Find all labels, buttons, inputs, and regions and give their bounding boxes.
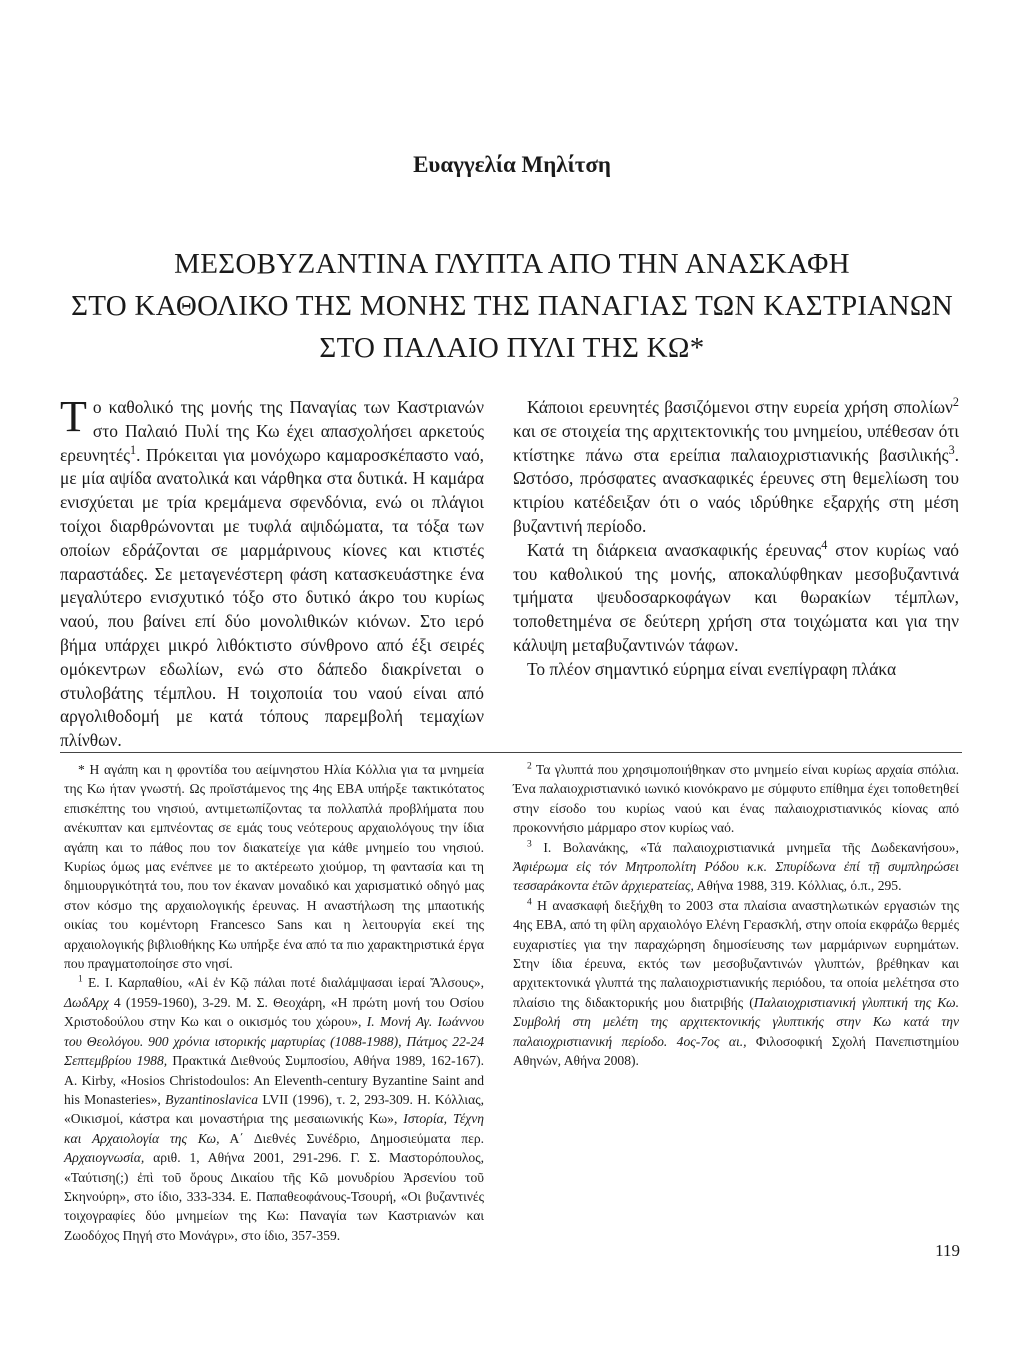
footnote-text: Α΄ Διεθνές Συνέδριο, Δημοσιεύματα περ. [219, 1130, 484, 1146]
footnote-italic: Byzantinoslavica [165, 1091, 259, 1107]
footnote-number: 1 [78, 974, 83, 985]
author-name: Ευαγγελία Μηλίτση [413, 152, 611, 177]
footnote-text: Πρακτικά Διεθνούς Συμποσίου, Αθήνα 1989, 162-167). A. Kirby, «Hosios Christodoulos: An Eleventh-century Byzantine Saint and his Monasteries», [64, 1053, 484, 1107]
footnote-number: 2 [527, 761, 532, 772]
footnote-2 [513, 760, 959, 838]
body-paragraph-2 [513, 396, 959, 539]
footnote-text: Η ανασκαφή διεξήχθη το 2003 στα πλαίσια αναστηλωτικών εργασιών της 4ης ΕΒΑ, από τη φίλη αρχαιολόγο Ελένη Γερασκλή, στην οποία εκφράζω θερμές ευχαριστίες για την παραχώρηση δημοσίευσης των μαρμάρινων ευρημάτων. Στην ίδια έρευνα, εκτός των μεσοβυζαντινών γλυπτών, βρέθηκαν και αρχιτεκτονικά γλυπτά της παλαιοχριστιανικής περιόδου, τα οποία μελέτησα στο πλαίσιο της διδακτορικής μου διατριβής ( [513, 897, 959, 1010]
body-column-right [513, 396, 959, 682]
footnote-number: 3 [527, 839, 532, 850]
footnote-text: 4 (1959-1960), 3-29. Μ. Σ. Θεοχάρη, «Η πρώτη μονή του Οσίου Χριστοδούλου στην Κω και ο οικισμός του χώρου», [64, 994, 484, 1030]
footnote-text: Αθήνα 1988, 319. Κόλλιας, ό.π., 295. [693, 878, 902, 894]
footnote-1 [64, 973, 484, 1245]
footnote-4 [513, 896, 959, 1071]
body-text: ο καθολικό της μονής της Παναγίας των Καστριανών στο Παλαιό Πυλί της Κω έχει απασχολήσει αρκετούς ερευνητές [60, 397, 484, 465]
article-title [60, 243, 964, 369]
footnotes-column-left [64, 760, 484, 1245]
footnote-3 [513, 838, 959, 896]
body-text: . Ωστόσο, πρόσφατες ανασκαφικές έρευνες στη θεμελίωση του κτιρίου κατέδειξαν ότι ο ναός ιδρύθηκε εξαρχής στη μέση βυζαντινή περίοδο. [513, 444, 959, 536]
footnote-ref-2[interactable]: 2 [952, 395, 959, 410]
footnotes-column-right [513, 760, 959, 1071]
body-text: στον κυρίως ναό του καθολικού της μονής, αποκαλύφθηκαν μεσοβυζαντινά τμήματα ψευδοσαρκοφάγων και θωρακίων τέμπλων, τοποθετημένα σε δεύτερη χρήση στα τοιχώματα και για την κάλυψη μεταβυζαντινών τάφων. [513, 539, 959, 655]
title-line-1: ΜΕΣΟΒΥΖΑΝΤΙΝΑ ΓΛΥΠΤΑ ΑΠΟ ΤΗΝ ΑΝΑΣΚΑΦΗ [174, 248, 850, 280]
footnote-italic: Ιστορία, Τέχνη και Αρχαιολογία της Κω, [64, 1111, 484, 1146]
body-text: και σε στοιχεία της αρχιτεκτονικής του μνημείου, υπέθεσαν ότι κτίστηκε πάνω στα ερείπια παλαιοχριστιανικής βασιλικής [513, 420, 959, 465]
footnote-ref-3[interactable]: 3 [948, 442, 955, 457]
body-column-left [60, 392, 484, 753]
body-text: . Πρόκειται για μονόχωρο καμαροσκέπαστο ναό, με μία αψίδα ανατολικά και νάρθηκα στα δυτικά. Η καμάρα ενισχύεται με τρία κρεμάμενα σφενδόνια, ενώ οι πλάγιοι τοίχοι διαρθρώνονται με τυφλά αψιδώματα, τα τόξα των οποίων εδράζονται σε μαρμάρινους κίονες και κτιστές παραστάδες. Σε μεταγενέστερη φάση κατασκευάστηκε ένα μεγαλύτερο ενισχυτικό τόξο στο δυτικό άκρο του κυρίως ναού, που βαίνει επί δύο μονολιθικών κιόνων. Στο ιερό βήμα υπάρχει μικρό λιθόκτιστο σύνθρονο από έξι σειρές ομόκεντρων εδωλίων, ενώ στο δάπεδο διακρίνεται ο στυλοβάτης τέμπλου. Η τοιχοποιία του ναού είναι από αργολιθοδομή με κατά τόπους παρεμβολή τεμαχίων πλίνθων. [60, 444, 484, 751]
footnote-ref-4[interactable]: 4 [821, 537, 828, 552]
footnote-star: * Η αγάπη και η φροντίδα του αείμνηστου Ηλία Κόλλια για τα μνημεία της Κω ήταν γνωστή. Ως προϊστάμενος της 4ης ΕΒΑ υπήρξε τακτικότατος επισκέπτης του νησιού, αντιμετωπίζοντας τα πολλαπλά προβλήματα που ανέκυπταν και εμπνέοντας σε εμάς τους νεότερους αρχαιολόγους την ίδια αγάπη και το πάθος που τον διακατείχε για κάθε μνημείο του νησιού. Κυρίως όμως μας ενέπνεε με το ακτέρεωτο χιούμορ, τη φαντασία και τη δημιουργικότητά του, που τον έκαναν μοναδικό και χαρισματικό οδηγό μας στον κόσμο της αρχαιολογικής έρευνας. Η αναστήλωση της μπαοτικής οικίας του κομέντορη Francesco Sans και η λειτουργία εκεί της αρχαιολογικής βιβλιοθήκης Κω υπήρξε ένα από τα πιο χαρακτηριστικά έργα που πραγματοποίησε στο νησί. [64, 762, 484, 972]
title-line-2: ΣΤΟ ΚΑΘΟΛΙΚΟ ΤΗΣ ΜΟΝΗΣ ΤΗΣ ΠΑΝΑΓΙΑΣ ΤΩΝ ΚΑΣΤΡΙΑΝΩΝ [71, 290, 953, 322]
page-number: 119 [935, 1241, 960, 1260]
footnote-text: αριθ. 1, Αθήνα 2001, 291-296. Γ. Σ. Μαστορόπουλος, «Ταύτιση(;) ἐπὶ τοῦ ὄρους Δικαίου τῆς Κῶ μονυδρίου Ἀρσενίου τοῦ Σκηνούρη», στο ίδιο, 333-334. Ε. Παπαθεοφάνους-Τσουρή, «Οι βυζαντινές τοιχογραφίες δύο μνημείων της Κω: Παναγία των Καστριανών και Ζωοδόχος Πηγή στο Μονάγρι», στο ίδιο, 357-359. [64, 1150, 484, 1243]
footnote-italic: ΔωδΑρχ [64, 994, 109, 1010]
body-text: Κάποιοι ερευνητές βασιζόμενοι στην ευρεία χρήση σπολίων [527, 397, 953, 417]
footnote-italic: Παλαιοχριστιανική γλυπτική της Κω. Συμβολή στη μελέτη της αρχιτεκτονικής γλυπτικής στην Κω κατά την παλαιοχριστιανική περίοδο. 4ος-7ος αι., [513, 994, 959, 1049]
body-paragraph-4: Το πλέον σημαντικό εύρημα είναι ενεπίγραφη πλάκα [527, 658, 897, 679]
footnote-italic: Ἀφιέρωμα εἰς τόν Μητροπολίτη Ρόδου κ.κ. Σπυρίδωνα ἐπί τῇ συμπληρώσει τεσσαράκοντα ἐτῶν ἀρχιερατείας, [513, 859, 959, 894]
footnote-divider [60, 752, 962, 753]
footnote-text: Φιλοσοφική Σχολή Πανεπιστημίου Αθηνών, Αθήνα 2008). [513, 1033, 959, 1069]
footnote-italic: Ι. Μονή Αγ. Ιωάννου του Θεολόγου. 900 χρόνια ιστορικής μαρτυρίας (1088-1988), Πάτμος 22-24 Σεπτεμβρίου 1988, [64, 1014, 484, 1069]
drop-cap: Τ [60, 392, 87, 441]
footnote-text: LVII (1996), τ. 2, 293-309. Η. Κόλλιας, «Οικισμοί, κάστρα και μοναστήρια της μεσαιωνικής Κω», [64, 1091, 484, 1127]
footnote-text: Τα γλυπτά που χρησιμοποιήθηκαν στο μνημείο είναι κυρίως αρχαία σπόλια. Ένα παλαιοχριστιανικό ιωνικό κιονόκρανο με σύμφυτο επίθημα έχει τοποθετηθεί στην είσοδο του κυρίως ναού και ένας παλαιοχριστιανικός κίονας από προκοννήσιο μάρμαρο στον κυρίως ναό. [513, 762, 959, 836]
title-line-3: ΣΤΟ ΠΑΛΑΙΟ ΠΥΛΙ ΤΗΣ ΚΩ* [319, 332, 705, 364]
body-text: Κατά τη διάρκεια ανασκαφικής έρευνας [527, 539, 822, 560]
body-paragraph-1 [60, 392, 484, 753]
body-paragraph-3 [513, 539, 959, 658]
footnote-ref-1[interactable]: 1 [130, 442, 137, 457]
footnote-italic: Αρχαιογνωσία, [64, 1150, 145, 1166]
footnote-number: 4 [527, 897, 532, 908]
footnote-text: Ι. Βολανάκης, «Τά παλαιοχριστιανικά μνημεῖα τῆς Δωδεκανήσου», [531, 839, 959, 855]
footnote-text: Ε. Ι. Καρπαθίου, «Αἱ ἐν Κῷ πάλαι ποτέ διαλάμψασαι ἱεραί Ἄλσους», [82, 975, 484, 991]
